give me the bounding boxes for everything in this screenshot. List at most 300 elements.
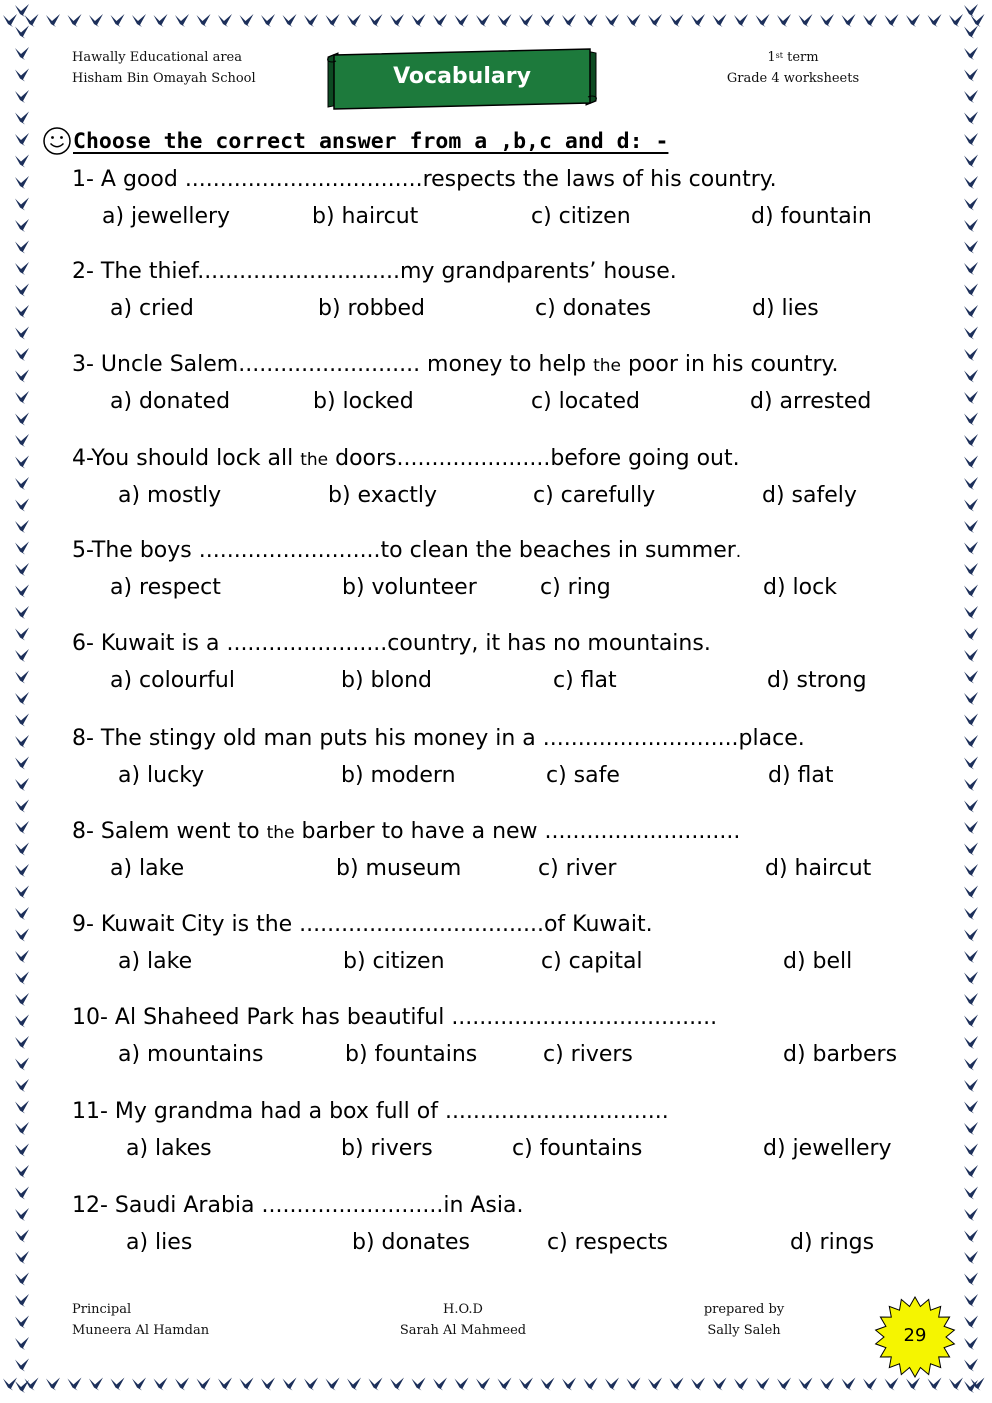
bird-icon <box>240 1378 254 1391</box>
term-word: term <box>783 50 819 65</box>
question-segment: 8- Salem went to <box>72 819 267 844</box>
question-text <box>72 725 805 753</box>
bird-icon <box>261 14 275 27</box>
bird-icon <box>928 14 942 27</box>
question-segment: doors......................before going out. <box>328 446 740 471</box>
bird-icon <box>283 14 297 27</box>
answer-option: b) donates <box>352 1230 471 1255</box>
bird-icon <box>15 413 29 426</box>
bird-icon <box>964 950 978 963</box>
header-grade: Grade 4 worksheets <box>726 71 860 86</box>
bird-icon <box>15 1380 29 1393</box>
answer-option: b) robbed <box>318 296 425 321</box>
bird-icon <box>240 14 254 27</box>
bird-icon <box>15 800 29 813</box>
bird-icon <box>964 219 978 232</box>
bird-icon <box>964 47 978 60</box>
bird-icon <box>605 14 619 27</box>
bird-icon <box>964 907 978 920</box>
question-segment: 5-The boys ..........................to clean the beaches in summer <box>72 538 736 563</box>
bird-icon <box>964 886 978 899</box>
bird-icon <box>964 821 978 834</box>
bird-icon <box>15 4 29 17</box>
bird-icon <box>519 14 533 27</box>
bird-icon <box>842 1378 856 1391</box>
bird-icon <box>89 14 103 27</box>
bird-icon <box>964 133 978 146</box>
term-suffix: st <box>775 51 783 60</box>
bird-icon <box>15 735 29 748</box>
bird-icon <box>197 1378 211 1391</box>
bird-icon <box>15 155 29 168</box>
bird-icon <box>154 14 168 27</box>
bird-icon <box>326 1378 340 1391</box>
bird-icon <box>498 14 512 27</box>
question-segment: 8- The stingy old man puts his money in a ............................place. <box>72 726 805 751</box>
bird-icon <box>964 1036 978 1049</box>
bird-icon <box>15 1122 29 1135</box>
bird-icon <box>46 1378 60 1391</box>
bird-icon <box>46 14 60 27</box>
bird-icon <box>15 563 29 576</box>
question-segment: 4-You should lock all <box>72 446 301 471</box>
bird-icon <box>964 929 978 942</box>
border-left <box>0 0 44 1403</box>
instruction-text: Choose the correct answer from a ,b,c and d: - <box>73 129 669 154</box>
bird-icon <box>820 1378 834 1391</box>
bird-icon <box>799 14 813 27</box>
bird-icon <box>15 1036 29 1049</box>
bird-icon <box>15 219 29 232</box>
answer-option: c) capital <box>541 949 643 974</box>
hod-name: Sarah Al Mahmeed <box>399 1323 527 1338</box>
prepared-name: Sally Saleh <box>707 1323 781 1338</box>
bird-icon <box>964 972 978 985</box>
answer-option: c) donates <box>535 296 652 321</box>
answer-option: c) rivers <box>543 1042 633 1067</box>
answer-option: d) bell <box>783 949 853 974</box>
bird-icon <box>964 284 978 297</box>
bird-icon <box>964 155 978 168</box>
bird-icon <box>562 14 576 27</box>
answer-option: d) strong <box>767 668 867 693</box>
answer-option: c) citizen <box>531 204 631 229</box>
bird-icon <box>964 585 978 598</box>
answer-option: d) fountain <box>751 204 872 229</box>
bird-icon <box>433 1378 447 1391</box>
bird-icon <box>15 1230 29 1243</box>
answer-option: b) citizen <box>343 949 445 974</box>
answer-option: b) modern <box>341 763 456 788</box>
bird-icon <box>964 1316 978 1329</box>
term-number: 1 <box>767 50 776 65</box>
answer-option: b) blond <box>341 668 432 693</box>
question-segment: the <box>300 450 329 470</box>
answer-option: c) safe <box>546 763 620 788</box>
bird-icon <box>964 1359 978 1372</box>
bird-icon <box>15 585 29 598</box>
bird-icon <box>218 1378 232 1391</box>
bird-icon <box>964 4 978 17</box>
bird-icon <box>541 14 555 27</box>
bird-icon <box>455 14 469 27</box>
bird-icon <box>15 972 29 985</box>
page-number: 29 <box>903 1325 927 1346</box>
bird-icon <box>885 14 899 27</box>
bird-icon <box>390 14 404 27</box>
bird-icon <box>498 1378 512 1391</box>
answer-option: a) lies <box>126 1230 193 1255</box>
bird-icon <box>15 456 29 469</box>
bird-icon <box>89 1378 103 1391</box>
bird-icon <box>964 542 978 555</box>
bird-icon <box>15 1251 29 1264</box>
question-text <box>72 166 777 194</box>
bird-icon <box>15 198 29 211</box>
bird-icon <box>175 14 189 27</box>
bird-icon <box>15 649 29 662</box>
bird-icon <box>412 14 426 27</box>
bird-icon <box>68 14 82 27</box>
bird-icon <box>964 671 978 684</box>
bird-icon <box>283 1378 297 1391</box>
question-text <box>72 1192 523 1220</box>
bird-icon <box>15 1058 29 1071</box>
bird-icon <box>15 907 29 920</box>
bird-icon <box>964 714 978 727</box>
bird-icon <box>154 1378 168 1391</box>
bird-icon <box>15 1144 29 1157</box>
bird-icon <box>218 14 232 27</box>
answer-option: c) fountains <box>512 1136 643 1161</box>
bird-icon <box>964 864 978 877</box>
bird-icon <box>964 1208 978 1221</box>
question-text <box>72 911 653 939</box>
bird-icon <box>15 348 29 361</box>
bird-icon <box>326 14 340 27</box>
bird-icon <box>347 1378 361 1391</box>
answer-option: d) flat <box>768 763 834 788</box>
bird-icon <box>111 1378 125 1391</box>
bird-icon <box>964 241 978 254</box>
bird-icon <box>15 112 29 125</box>
bird-icon <box>964 649 978 662</box>
answer-option: a) mountains <box>118 1042 264 1067</box>
bird-icon <box>304 1378 318 1391</box>
bird-icon <box>15 821 29 834</box>
footer-principal <box>72 1299 209 1341</box>
answer-option: b) museum <box>336 856 462 881</box>
prepared-title: prepared by <box>703 1302 785 1317</box>
bird-icon <box>964 1015 978 1028</box>
bird-icon <box>15 1015 29 1028</box>
bird-icon <box>476 14 490 27</box>
bird-icon <box>691 1378 705 1391</box>
bird-icon <box>964 327 978 340</box>
answer-option: a) mostly <box>118 483 222 508</box>
bird-icon <box>15 542 29 555</box>
bird-icon <box>15 671 29 684</box>
bird-icon <box>964 413 978 426</box>
bird-icon <box>964 1251 978 1264</box>
bird-icon <box>964 90 978 103</box>
answer-option: a) colourful <box>110 668 235 693</box>
question-segment: 3- Uncle Salem.......................... money to help <box>72 352 594 377</box>
bird-icon <box>964 1165 978 1178</box>
header-right <box>718 47 868 89</box>
bird-icon <box>713 1378 727 1391</box>
footer-hod <box>378 1299 548 1341</box>
answer-option: a) donated <box>110 389 231 414</box>
bird-icon <box>15 1101 29 1114</box>
answer-option: a) jewellery <box>102 204 231 229</box>
answer-option: c) river <box>538 856 617 881</box>
bird-icon <box>369 1378 383 1391</box>
bird-icon <box>541 1378 555 1391</box>
bird-icon <box>15 757 29 770</box>
question-text <box>72 351 838 380</box>
bird-icon <box>964 1058 978 1071</box>
bird-icon <box>964 176 978 189</box>
bird-icon <box>15 993 29 1006</box>
bird-icon <box>15 90 29 103</box>
bird-icon <box>964 69 978 82</box>
answer-option: b) rivers <box>341 1136 433 1161</box>
bird-icon <box>964 499 978 512</box>
bird-icon <box>15 1294 29 1307</box>
principal-name: Muneera Al Hamdan <box>72 1323 210 1338</box>
question-segment: 9- Kuwait City is the ...................................of Kuwait. <box>72 912 653 937</box>
bird-icon <box>347 14 361 27</box>
footer-prepared <box>676 1299 812 1341</box>
answer-option: d) rings <box>790 1230 875 1255</box>
bird-icon <box>390 1378 404 1391</box>
question-segment: poor in his country. <box>620 352 839 377</box>
bird-icon <box>906 1378 920 1391</box>
bird-icon <box>964 1122 978 1135</box>
answer-option: b) haircut <box>312 204 419 229</box>
question-segment: the <box>593 356 621 376</box>
answer-option: d) jewellery <box>763 1136 892 1161</box>
answer-option: a) respect <box>110 575 221 600</box>
bird-icon <box>906 14 920 27</box>
answer-option: d) haircut <box>765 856 872 881</box>
bird-icon <box>15 434 29 447</box>
hod-title: H.O.D <box>443 1302 483 1317</box>
bird-icon <box>15 692 29 705</box>
answer-option: a) lake <box>110 856 185 881</box>
bird-icon <box>15 1359 29 1372</box>
bird-icon <box>175 1378 189 1391</box>
bird-icon <box>15 864 29 877</box>
answer-option: d) lies <box>752 296 819 321</box>
principal-title: Principal <box>72 1302 132 1317</box>
header-term <box>718 47 868 68</box>
bird-icon <box>15 1079 29 1092</box>
bird-icon <box>15 929 29 942</box>
bird-icon <box>304 14 318 27</box>
header-area: Hawally Educational area <box>72 50 243 65</box>
bird-icon <box>964 477 978 490</box>
bird-icon <box>964 348 978 361</box>
bird-icon <box>15 843 29 856</box>
bird-icon <box>777 14 791 27</box>
bird-icon <box>15 778 29 791</box>
bird-icon <box>15 305 29 318</box>
answer-option: a) cried <box>110 296 194 321</box>
bird-icon <box>648 14 662 27</box>
bird-icon <box>15 133 29 146</box>
answer-option: d) lock <box>763 575 837 600</box>
bird-icon <box>369 14 383 27</box>
bird-icon <box>756 14 770 27</box>
bird-icon <box>132 1378 146 1391</box>
bird-icon <box>964 1079 978 1092</box>
bird-icon <box>964 262 978 275</box>
question-segment: 6- Kuwait is a .......................country, it has no mountains. <box>72 631 711 656</box>
bird-icon <box>885 1378 899 1391</box>
bird-icon <box>964 305 978 318</box>
answer-option: c) carefully <box>533 483 656 508</box>
bird-icon <box>691 14 705 27</box>
banner-title: Vocabulary <box>393 64 531 89</box>
bird-icon <box>964 1337 978 1350</box>
bird-icon <box>197 14 211 27</box>
question-segment: 1- A good ..................................respects the laws of his country. <box>72 167 777 192</box>
bird-icon <box>627 14 641 27</box>
title-banner <box>324 47 600 111</box>
bird-icon <box>964 606 978 619</box>
bird-icon <box>964 692 978 705</box>
bird-icon <box>15 628 29 641</box>
bird-icon <box>15 176 29 189</box>
bird-icon <box>15 327 29 340</box>
bird-icon <box>15 1273 29 1286</box>
bird-icon <box>15 26 29 39</box>
bird-icon <box>15 1187 29 1200</box>
answer-option: d) arrested <box>750 389 872 414</box>
bird-icon <box>964 1273 978 1286</box>
bird-icon <box>863 14 877 27</box>
bird-icon <box>964 735 978 748</box>
bird-icon <box>964 1230 978 1243</box>
answer-option: b) volunteer <box>342 575 477 600</box>
bird-icon <box>15 1316 29 1329</box>
bird-icon <box>15 520 29 533</box>
bird-icon <box>964 434 978 447</box>
answer-option: d) safely <box>762 483 857 508</box>
answer-option: c) flat <box>553 668 617 693</box>
bird-icon <box>964 843 978 856</box>
answer-option: b) fountains <box>345 1042 478 1067</box>
bird-icon <box>15 1337 29 1350</box>
bird-icon <box>964 1380 978 1393</box>
bird-icon <box>964 1101 978 1114</box>
bird-icon <box>433 14 447 27</box>
answer-option: c) located <box>531 389 640 414</box>
bird-icon <box>412 1378 426 1391</box>
answer-option: a) lake <box>118 949 193 974</box>
bird-icon <box>964 757 978 770</box>
header-school: Hisham Bin Omayah School <box>72 71 256 86</box>
bird-icon <box>964 520 978 533</box>
question-segment: 2- The thief.............................my grandparents’ house. <box>72 259 677 284</box>
border-right <box>950 0 992 1403</box>
bird-icon <box>68 1378 82 1391</box>
question-segment: 12- Saudi Arabia ..........................in Asia. <box>72 1193 524 1218</box>
bird-icon <box>476 1378 490 1391</box>
bird-icon <box>15 47 29 60</box>
question-text <box>72 1004 717 1032</box>
bird-icon <box>964 800 978 813</box>
bird-icon <box>15 950 29 963</box>
bird-icon <box>455 1378 469 1391</box>
question-segment: 11- My grandma had a box full of ................................ <box>72 1099 669 1124</box>
bird-icon <box>627 1378 641 1391</box>
bird-icon <box>964 563 978 576</box>
bird-icon <box>964 628 978 641</box>
bird-icon <box>15 1165 29 1178</box>
bird-icon <box>15 370 29 383</box>
border-bottom <box>0 1364 992 1403</box>
question-text <box>72 1098 669 1126</box>
bird-icon <box>964 198 978 211</box>
answer-option: c) respects <box>547 1230 668 1255</box>
bird-icon <box>964 778 978 791</box>
bird-icon <box>261 1378 275 1391</box>
bird-icon <box>15 477 29 490</box>
question-text <box>72 537 741 566</box>
bird-icon <box>734 14 748 27</box>
answer-option: c) ring <box>540 575 611 600</box>
answer-option: b) locked <box>313 389 414 414</box>
bird-icon <box>15 262 29 275</box>
question-segment: the <box>266 823 295 843</box>
bird-icon <box>132 14 146 27</box>
answer-option: b) exactly <box>328 483 438 508</box>
question-segment: barber to have a new ............................ <box>294 819 741 844</box>
bird-icon <box>15 241 29 254</box>
bird-icon <box>519 1378 533 1391</box>
border-top <box>0 0 992 40</box>
bird-icon <box>964 26 978 39</box>
bird-icon <box>15 714 29 727</box>
bird-icon <box>605 1378 619 1391</box>
bird-icon <box>15 499 29 512</box>
bird-icon <box>964 370 978 383</box>
bird-icon <box>670 1378 684 1391</box>
bird-icon <box>964 1294 978 1307</box>
bird-icon <box>584 1378 598 1391</box>
bird-icon <box>863 1378 877 1391</box>
smile-icon <box>42 126 72 156</box>
bird-icon <box>713 14 727 27</box>
answer-option: d) barbers <box>783 1042 898 1067</box>
bird-icon <box>15 391 29 404</box>
bird-icon <box>964 456 978 469</box>
page-number-badge <box>874 1296 956 1378</box>
bird-icon <box>111 14 125 27</box>
bird-icon <box>15 69 29 82</box>
question-segment: 10- Al Shaheed Park has beautiful ...................................... <box>72 1005 718 1030</box>
bird-icon <box>964 112 978 125</box>
bird-icon <box>756 1378 770 1391</box>
question-text <box>72 445 740 474</box>
bird-icon <box>15 606 29 619</box>
bird-icon <box>15 284 29 297</box>
bird-icon <box>820 14 834 27</box>
bird-icon <box>584 14 598 27</box>
